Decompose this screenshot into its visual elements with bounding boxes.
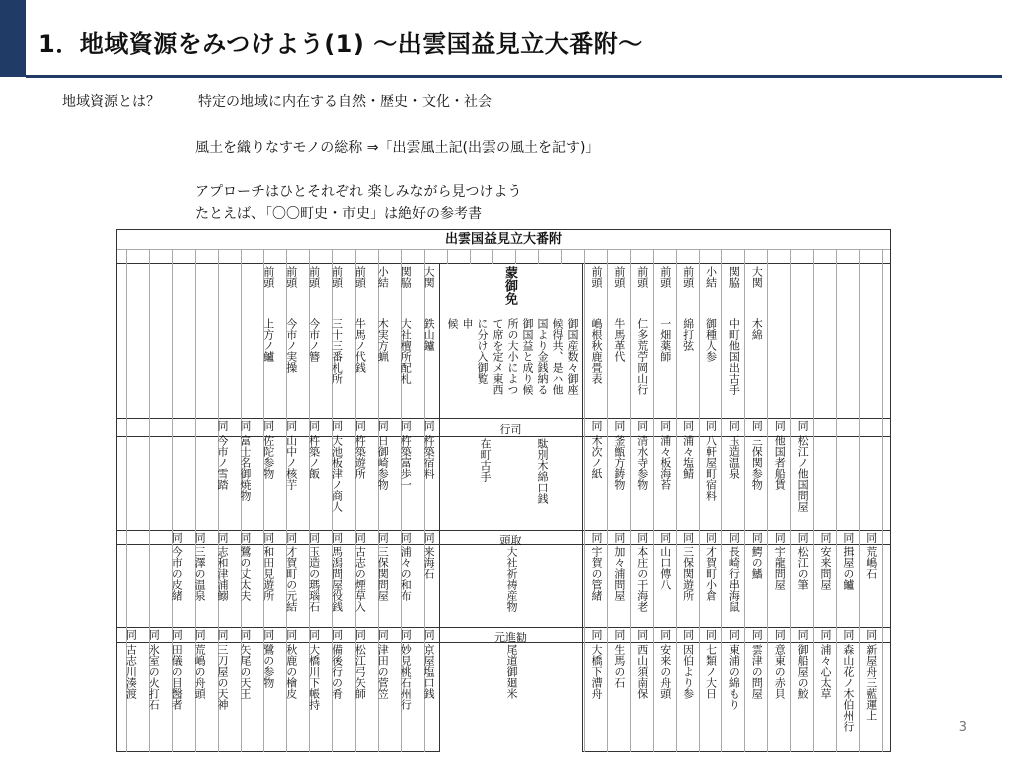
same-mark: 同 [658,532,672,543]
banzuke-entry-row1-left: 三十三番札所 [330,318,344,384]
same-mark: 同 [704,629,718,640]
same-mark: 同 [170,629,184,640]
banzuke-entry-row4-left: 津田の菅笠 [376,644,390,699]
banzuke-entry-row4-left: 妙見桃石州行 [399,644,413,710]
same-mark: 同 [353,420,367,431]
banzuke-entry-row4-left: 備後行の肴 [330,644,344,699]
description-line-3: アプローチはひとそれぞれ 楽しみながら見つけよう [195,184,522,200]
banzuke-entry-row2-left: 富士名御焼物 [238,435,252,501]
same-mark: 同 [284,532,298,543]
banzuke-entry-row3-left: 古志の煙草入 [353,546,367,612]
same-mark: 同 [658,420,672,431]
same-mark: 同 [170,532,184,543]
rank-label-right: 前頭 [658,266,672,288]
rank-label-left: 前頭 [307,266,321,288]
banzuke-moto-label: 元進勧 [494,631,527,644]
banzuke-entry-row1-left: 大社檀所配札 [399,318,413,384]
banzuke-entry-row4-right: 意東の赤貝 [773,644,787,699]
same-mark: 同 [307,420,321,431]
banzuke-entry-row4-right: 生馬の石 [612,644,626,688]
banzuke-entry-row4-right: 浦々心太草 [819,644,832,699]
same-mark: 同 [635,629,649,640]
banzuke-entry-row4-left: 三刀屋の天神 [216,644,229,710]
same-mark: 同 [864,532,878,543]
banzuke-tadori-label: 頭取 [499,534,522,547]
banzuke-entry-row3-right: 三保関遊所 [681,546,695,601]
banzuke-vline [721,249,722,752]
banzuke-entry-row4-right: 御船屋の鮫 [796,644,810,699]
banzuke-entry-row4-right: 新屋舟三藍運上 [864,644,878,721]
same-mark: 同 [193,629,207,640]
banzuke-vline [653,249,654,752]
same-mark: 同 [819,532,832,543]
rank-label-right: 小結 [704,266,718,288]
banzuke-entry-row3-left: 鷺の丈太夫 [238,546,252,601]
banzuke-entry-row3-right: 荒嶋石 [864,546,878,579]
banzuke-entry-row3-left: 玉造の瑪瑙石 [307,546,321,612]
banzuke-entry-row4-left: 京屋塩口銭 [422,644,436,699]
banzuke-entry-row4-left: 田儀の目醫者 [170,644,184,710]
rank-label-left: 前頭 [261,266,275,288]
banzuke-center-preface-line: 候 [446,318,459,329]
banzuke-entry-row4-right: 安来の舟頭 [658,644,672,699]
banzuke-entry-row4-right: 因伯より参 [681,644,695,699]
banzuke-entry-row4-left: 大橋川下帳持 [307,644,321,710]
banzuke-entry-row1-right: 一畑薬師 [658,318,672,362]
same-mark: 同 [238,420,252,431]
same-mark: 同 [216,629,229,640]
banzuke-center-preface-line: に分け入御覧 [476,318,489,384]
rank-label-left: 前頭 [284,266,298,288]
banzuke-entry-row1-right: 嶋根秋鹿畳表 [590,318,603,384]
same-mark: 同 [727,420,741,431]
center-border-right [582,263,583,752]
banzuke-vline [836,249,837,752]
banzuke-center-preface-line: 所の大小によつ [506,318,519,395]
same-mark: 同 [773,532,787,543]
banzuke-entry-row3-right: 松江の筆 [796,546,810,590]
banzuke-entry-row4-left: 荒嶋の舟頭 [193,644,207,699]
banzuke-vline [630,249,631,752]
rank-label-left: 関脇 [399,266,413,288]
banzuke-entry-row2-right: 浦々塩鯖 [681,435,695,479]
banzuke-vline [699,249,700,752]
banzuke-center-preface-line: 候得共、是ハ他 [551,318,564,395]
banzuke-entry-row3-right: 揖屋の鱸 [841,546,855,590]
banzuke-vline [676,249,677,752]
same-mark: 同 [590,629,603,640]
banzuke-entry-row4-left: 松江弓矢師 [353,644,367,699]
banzuke-entry-row3-right: 本庄の干海老 [635,546,649,612]
banzuke-entry-row3-left: 志和津浦鰯 [216,546,229,601]
banzuke-center-preface-line: 御国産数々御座 [566,318,579,395]
banzuke-table [116,229,891,752]
banzuke-entry-row2-right: 浦々板海苔 [658,435,672,490]
banzuke-entry-row4-left: 秋鹿の檜皮 [284,644,298,699]
same-mark: 同 [704,420,718,431]
banzuke-entry-row4-right: 西山須南保 [635,644,649,699]
same-mark: 同 [307,532,321,543]
title-underline [26,75,1002,78]
banzuke-tadori-text: 大社祈祷産物 [505,546,518,612]
banzuke-entry-row3-right: 長崎行串海鼠 [727,546,741,612]
same-mark: 同 [750,532,764,543]
same-mark: 同 [773,629,787,640]
banzuke-entry-row3-right: 宇龍問屋 [773,546,787,590]
rank-label-left: 小結 [376,266,390,288]
banzuke-entry-row3-left: 三保関問屋 [376,546,390,601]
banzuke-entry-row1-left: 木実方蝋 [376,318,390,362]
page-title: 1．地域資源をみつけよう(1) ～出雲国益見立大番附～ [38,30,643,58]
rank-label-left: 前頭 [353,266,367,288]
banzuke-entry-row2-right: 松江ノ他国問屋 [796,435,810,512]
same-mark: 同 [147,629,161,640]
same-mark: 同 [376,420,390,431]
banzuke-entry-row1-right: 御種人参 [704,318,718,362]
same-mark: 同 [353,532,367,543]
banzuke-entry-row2-right: 他国者船賃 [773,435,787,490]
same-mark: 同 [727,532,741,543]
same-mark: 同 [399,420,413,431]
same-mark: 同 [681,629,695,640]
banzuke-entry-row3-left: 才賀町の元結 [284,546,298,612]
same-mark: 同 [307,629,321,640]
same-mark: 同 [590,420,603,431]
banzuke-center-preface-line: 御国益と成り候 [521,318,534,395]
banzuke-entry-row3-right: 山口傳八 [658,546,672,590]
same-mark: 同 [193,532,207,543]
same-mark: 同 [635,420,649,431]
banzuke-entry-row3-left: 今市の皮緒 [170,546,184,601]
same-mark: 同 [422,420,436,431]
banzuke-entry-row3-right: 宇賀の管緒 [590,546,603,601]
description-line-1: 特定の地域に内在する自然・歴史・文化・社会 [198,94,492,110]
same-mark: 同 [773,420,787,431]
same-mark: 同 [124,629,138,640]
rank-label-right: 前頭 [590,266,603,288]
same-mark: 同 [238,629,252,640]
same-mark: 同 [681,420,695,431]
same-mark: 同 [422,629,436,640]
same-mark: 同 [261,420,275,431]
same-mark: 同 [376,629,390,640]
banzuke-entry-row2-left: 今市ノ雪踏 [216,435,229,490]
same-mark: 同 [612,420,626,431]
banzuke-vline [859,249,860,752]
same-mark: 同 [819,629,832,640]
banzuke-entry-row3-right: 鰐の鰭 [750,546,764,579]
banzuke-entry-row2-left: 大池板津ノ商人 [330,435,344,512]
banzuke-center-preface-line: 申 [461,318,474,329]
banzuke-entry-row1-right: 綿打弦 [681,318,695,351]
description-line-4: たとえば、「〇〇町史・市史」は絶好の参考書 [195,206,482,222]
banzuke-entry-row1-right: 牛馬革代 [612,318,626,362]
rank-label-right: 関脇 [727,266,741,288]
center-hline [439,530,582,531]
banzuke-entry-row2-right: 釜甑方鋳物 [612,435,626,490]
banzuke-entry-row2-left: 杵築宿料 [422,435,436,479]
same-mark: 同 [422,532,436,543]
banzuke-vline [744,249,745,752]
banzuke-entry-row4-right: 七類ノ大日 [704,644,718,699]
banzuke-gyoji-left: 在町古手 [479,438,492,482]
banzuke-entry-row3-left: 和田見遊所 [261,546,275,601]
same-mark: 同 [612,629,626,640]
banzuke-vline [813,249,814,752]
rank-label-right: 大関 [750,266,764,288]
banzuke-entry-row4-left: 古志川湊渡 [124,644,138,699]
banzuke-center-top: 蒙御免 [502,266,517,305]
banzuke-entry-row4-right: 東浦の綿もり [727,644,741,710]
same-mark: 同 [376,532,390,543]
banzuke-entry-row2-left: 佐陀参物 [261,435,275,479]
same-mark: 同 [216,420,229,431]
banzuke-entry-row3-left: 三澤の温泉 [193,546,207,601]
same-mark: 同 [796,629,810,640]
banzuke-vline [584,249,585,752]
banzuke-entry-row4-left: 氷室の火打石 [147,644,161,710]
same-mark: 同 [284,420,298,431]
same-mark: 同 [330,420,344,431]
banzuke-entry-row3-right: 加々浦問屋 [612,546,626,601]
banzuke-vline [790,249,791,752]
banzuke-entry-row4-left: 矢尾の天王 [238,644,252,699]
banzuke-entry-row1-left: 上方ノ鱸 [261,318,275,362]
same-mark: 同 [612,532,626,543]
banzuke-entry-row1-left: 今市ノ実操 [284,318,298,373]
same-mark: 同 [261,629,275,640]
same-mark: 同 [330,532,344,543]
same-mark: 同 [864,629,878,640]
banzuke-entry-row3-left: 馬潟問屋役銭 [330,546,344,612]
banzuke-entry-row2-left: 杵築ノ飯 [307,435,321,479]
banzuke-gyoji-right: 駄別木綿口銭 [536,438,549,504]
same-mark: 同 [658,629,672,640]
banzuke-entry-row3-left: 浦々の和布 [399,546,413,601]
banzuke-entry-row2-right: 三保関参物 [750,435,764,490]
banzuke-entry-row2-right: 木次ノ紙 [590,435,603,479]
banzuke-vline [767,249,768,752]
banzuke-title: 出雲国益見立大番附 [117,230,890,250]
banzuke-entry-row1-left: 牛馬ノ代銭 [353,318,367,373]
same-mark: 同 [796,532,810,543]
banzuke-entry-row1-right: 中町他国出古手 [727,318,741,395]
banzuke-entry-row2-left: 杵築富歩一 [399,435,413,490]
center-border-left [439,263,440,752]
same-mark: 同 [284,629,298,640]
banzuke-vline [882,249,883,752]
banzuke-entry-row3-right: 安来問屋 [819,546,832,590]
banzuke-entry-row1-right: 木綿 [750,318,764,340]
same-mark: 同 [681,532,695,543]
banzuke-entry-row3-left: 来海石 [422,546,436,579]
same-mark: 同 [353,629,367,640]
same-mark: 同 [238,532,252,543]
banzuke-entry-row4-right: 大橋下漕舟 [590,644,603,699]
description-lead-label: 地域資源とは？ [62,94,160,110]
description-line-2: 風土を織りなすモノの総称 ⇒「出雲風土記(出雲の風土を記す)」 [195,140,600,156]
same-mark: 同 [841,532,855,543]
banzuke-vline [607,249,608,752]
title-accent-bar [0,0,26,77]
same-mark: 同 [704,532,718,543]
rank-label-right: 前頭 [612,266,626,288]
banzuke-entry-row4-right: 雲津の問屋 [750,644,764,699]
same-mark: 同 [635,532,649,543]
banzuke-entry-row4-right: 森山花ノ木伯州行 [841,644,855,732]
same-mark: 同 [796,420,810,431]
banzuke-entry-row1-right: 仁多荒苧岡山行 [635,318,649,395]
same-mark: 同 [590,532,603,543]
rank-label-left: 前頭 [330,266,344,288]
banzuke-entry-row2-right: 八軒屋町宿料 [704,435,718,501]
same-mark: 同 [261,532,275,543]
banzuke-entry-row2-left: 山中ノ核芋 [284,435,298,490]
banzuke-center-preface-line: て席を定メ東西 [491,318,504,395]
banzuke-entry-row2-right: 清水寺参物 [635,435,649,490]
page-number: 3 [958,720,967,735]
same-mark: 同 [750,629,764,640]
center-hline [439,627,582,628]
center-hline [439,418,582,419]
same-mark: 同 [750,420,764,431]
banzuke-entry-row3-right: 才賀町小倉 [704,546,718,601]
banzuke-entry-row2-right: 玉造温泉 [727,435,741,479]
same-mark: 同 [330,629,344,640]
same-mark: 同 [727,629,741,640]
banzuke-center-preface-line: 国より金銭納る [536,318,549,395]
same-mark: 同 [399,532,413,543]
banzuke-entry-row2-left: 日御崎参物 [376,435,390,490]
banzuke-entry-row4-left: 鷺の参物 [261,644,275,688]
rank-label-right: 前頭 [635,266,649,288]
same-mark: 同 [399,629,413,640]
banzuke-entry-row1-left: 今市ノ簪 [307,318,321,362]
banzuke-entry-row2-left: 杵築遊所 [353,435,367,479]
banzuke-gyoji-label: 行司 [499,423,522,436]
same-mark: 同 [841,629,855,640]
rank-label-left: 大関 [422,266,436,288]
banzuke-entry-row1-left: 鉄山鑪 [422,318,436,351]
same-mark: 同 [216,532,229,543]
rank-label-right: 前頭 [681,266,695,288]
banzuke-moto-text: 尾道御廻米 [505,644,518,699]
